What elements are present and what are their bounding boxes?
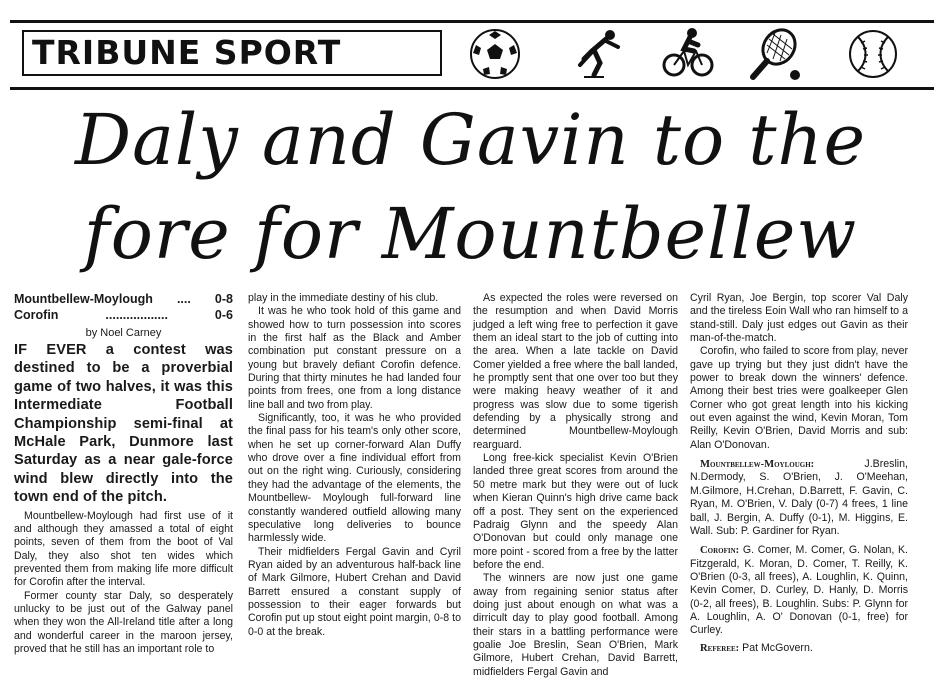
team-score: 0-6 (214, 307, 233, 322)
lead-caps: IF EVER (14, 342, 87, 358)
score-row (14, 308, 233, 324)
referee-name: Pat McGovern. (739, 641, 813, 654)
team-name: Corofin (14, 307, 59, 322)
score-row (14, 292, 233, 308)
tennis-racket-icon (745, 25, 805, 83)
lineup-text: G. Comer, M. Comer, G. Nolan, K. Fitzgerald, K. Moran, D. Comer, T. Reilly, K. O'Brien (0-3, all frees), A. Loughlin, K. Quinn, Kevin Comer, D. Curley, D. Hanly, D. Morris (0-2, all frees), B. Loughlin. Subs: P. Glynn for A. Loughlin, A. O' Donovan (0-1, free) for Curley. (690, 544, 908, 637)
body-paragraph: Former county star Daly, so desperately unlucky to be just out of the Galway panel when they won the All-Ireland title after a long and wonderful career in the maroon jersey, proved that he still has an important role to (14, 589, 233, 656)
body-paragraph: It was he who took hold of this game and showed how to turn possession into scores in the first half as the Black and Amber combination put constant pressure on a young but bravely defiant Corofin defence. During that thirty minutes he had landed four points from frees, one from a long distance line ball and two from play. (248, 305, 461, 411)
cyclist-icon (658, 25, 718, 83)
column-2 (248, 292, 461, 639)
soccer-ball-icon (465, 25, 525, 83)
lineup-away (690, 544, 908, 637)
body-paragraph: Corofin, who failed to score from play, never gave up trying but they just didn't have the power to break down the winners' defence. Among their best tries were goalkeeper Glen Corner who got great length into his kicking out even against the wind, Kevin Moran, Tom Reilly, Kevin O'Brien, David Morris and sub: Alan O'Donovan. (690, 345, 908, 451)
score-dots: .... (176, 292, 191, 306)
lead-text: a contest was destined to be a proverbial game of two halves, it was this Intermediate Football Championship semi-final at McHale Park, Dunmore last Saturday as a near gale-force wind blew directly into the town end of the pitch. (14, 342, 233, 506)
body-paragraph: The winners are now just one game away from regaining senior status after doing just about enough on what was a dirricult day to play good football. Among their stars in a battling performance were goalie Joe Breslin, Sean O'Brien, Mark Gilmore, Hubert Crehan, David Barrett, midfielders Fergal Gavin and (473, 572, 678, 678)
section-title: TRIBUNE SPORT (22, 30, 442, 76)
lineup-label: Mountbellew-Moylough: (700, 459, 815, 471)
headline-line-2: fore for Mountbellew (83, 193, 858, 275)
referee-line (690, 642, 908, 655)
lineup-label: Corofin: (700, 545, 740, 557)
body-paragraph: Mountbellew-Moylough had first use of it and although they amassed a total of eight points, seven of them from the boot of Val Daly, they also shot ten wides which prevented them from making life more difficult for Corofin after the interval. (14, 509, 233, 589)
team-score: 0-8 (214, 292, 233, 306)
score-dots: .................. (105, 307, 168, 322)
team-name: Mountbellew-Moylough (14, 292, 153, 306)
body-paragraph: Cyril Ryan, Joe Bergin, top scorer Val Daly and the tireless Eoin Wall who ran himself to a stand-still. Daly just edges out Gavin as their man-of-the-match. (690, 292, 908, 345)
lead-paragraph (14, 341, 233, 507)
body-paragraph: As expected the roles were reversed on the resumption and when David Morris judged a left wing free to perfection it gave them an ideal start to the job of cutting into the area. When a late tackle on David Comer yielded a free where the ball landed, he promptly sent that one over too but they were making heavy weather of it and progress was slow due to some tigerish defending by a physically strong and determined Mountbellew-Moylough rearguard. (473, 292, 678, 451)
body-paragraph: Their midfielders Fergal Gavin and Cyril Ryan aided by an adventurous half-back line of Mark Gilmore, Hubert Crehan and David Barrett ensured a constant supply of possession to their eager forwards but Corofin put up stout eight point margin, 0-8 to 0-0 at the break. (248, 545, 461, 638)
headline-line-1: Daly and Gavin to the (75, 99, 866, 181)
body-paragraph: play in the immediate destiny of his club. (248, 292, 439, 304)
referee-label: Referee: (700, 642, 740, 654)
masthead (10, 20, 934, 90)
lineup-home (690, 458, 908, 538)
lineup-text: J.Breslin, N.Dermody, S. O'Brien, J. O'Meehan, M.Gilmore, H.Crehan, D.Barrett, F. Gavin, C. Ryan, M. O'Brien, V. Daly (0-7) 4 frees, 1 line ball, J. Bergin, A. Duffy (0-1), M. Higgins, E. Wall. Sub: P. Gardiner for Ryan. (690, 458, 908, 537)
baseball-icon (843, 25, 903, 83)
body-paragraph: Long free-kick specialist Kevin O'Brien landed three great scores from around the 50 metre mark but they were out of luck when Kieran Quinn's high drive came back off a post. They sent on the experienced Padraig Glynn and the speedy Alan O'Donovan but could only manage one more point - scored from a free by the latter before the end. (473, 452, 678, 571)
column-4 (690, 292, 908, 655)
speed-skater-icon (570, 25, 630, 83)
column-1 (14, 292, 233, 656)
byline: by Noel Carney (85, 327, 162, 339)
body-paragraph: Significantly, too, it was he who provided the final pass for his team's only other score, when he set up corner-forward Alan Duffy who drove over a fine individual effort from out on the right wing. Curiously, considering they had the advantage of the elements, the Mountbellew- Moylough full-forward line constantly wandered outfield allowing many speculative long deliveries to bounce harmlessly wide. (248, 412, 461, 545)
